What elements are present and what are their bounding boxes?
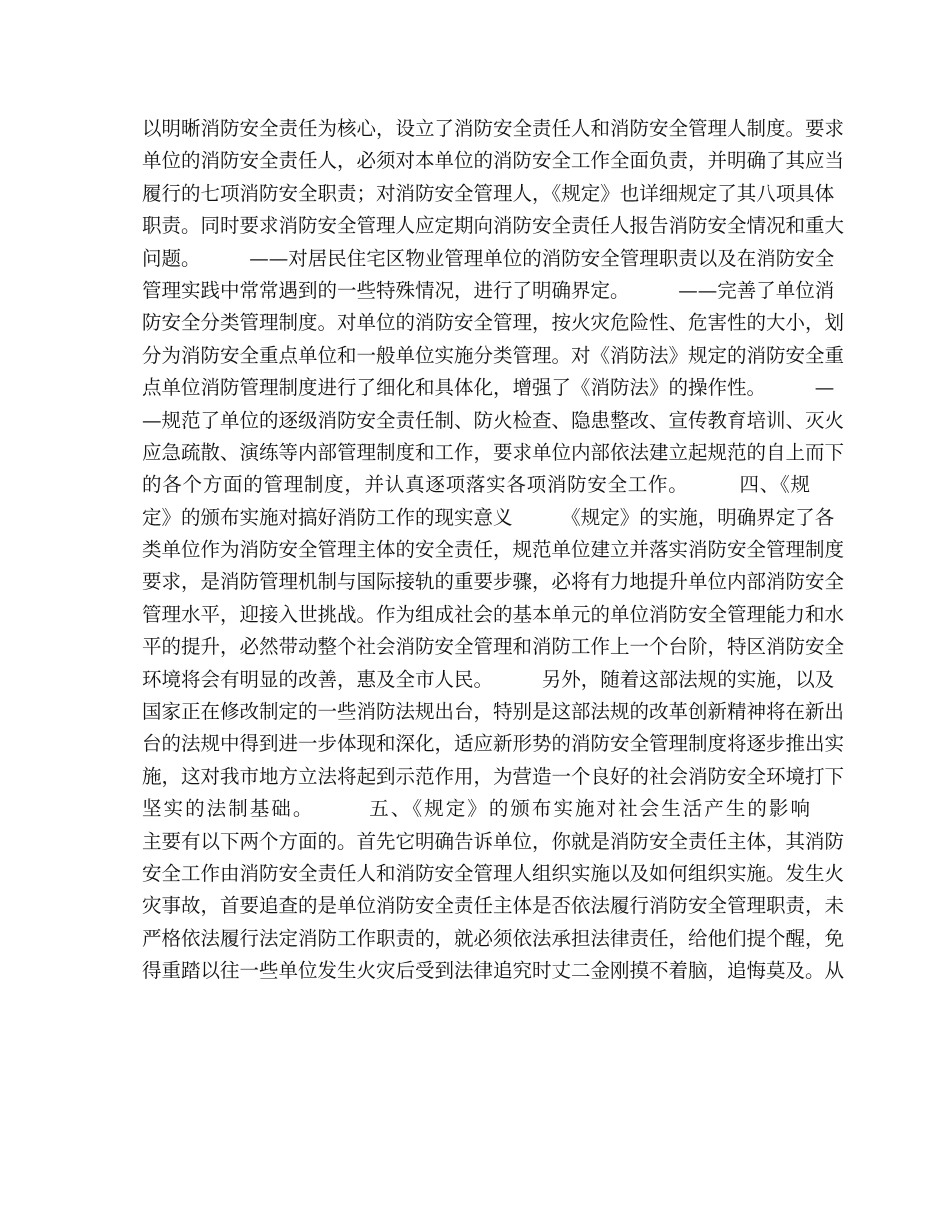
- text-line: 类单位作为消防安全管理主体的安全责任，规范单位建立并落实消防安全管理制度: [142, 538, 845, 562]
- text-line: 履行的七项消防安全职责；对消防安全管理人，《规定》也详细规定了其八项具体: [142, 181, 835, 205]
- text-line: 要求，是消防管理机制与国际接轨的重要步骤，必将有力地提升单位内部消防安全: [142, 570, 845, 594]
- text-line: 施，这对我市地方立法将起到示范作用，为营造一个良好的社会消防安全环境打下: [142, 764, 845, 788]
- text-line: 主要有以下两个方面的。首先它明确告诉单位，你就是消防安全责任主体，其消防: [142, 829, 845, 853]
- text-line: 灾事故，首要追查的是单位消防安全责任主体是否依法履行消防安全管理职责，未: [142, 894, 845, 918]
- text-line: 以明晰消防安全责任为核心，设立了消防安全责任人和消防安全管理人制度。要求: [142, 117, 845, 140]
- text-line: 严格依法履行法定消防工作职责的，就必须依法承担法律责任，给他们提个醒，免: [142, 926, 845, 950]
- body-text: [142, 113, 845, 988]
- text-line: 环境将会有明显的改善，惠及全市人民。 另外，随着这部法规的实施，以及: [142, 667, 835, 691]
- text-line: 坚实的法制基础。 五、《规定》的颁布实施对社会生活产生的影响: [142, 797, 810, 821]
- text-line: 安全工作由消防安全责任人和消防安全管理人组织实施以及如何组织实施。发生火: [142, 861, 845, 885]
- text-line: 国家正在修改制定的一些消防法规出台，特别是这部法规的改革创新精神将在新出: [142, 700, 845, 724]
- text-line: 职责。同时要求消防安全管理人应定期向消防安全责任人报告消防安全情况和重大: [142, 214, 845, 238]
- text-line: 防安全分类管理制度。对单位的消防安全管理，按火灾危险性、危害性的大小，划: [142, 311, 845, 335]
- text-line: 问题。 ——对居民住宅区物业管理单位的消防安全管理职责以及在消防安全: [142, 246, 835, 270]
- text-line: 的各个方面的管理制度，并认真逐项落实各项消防安全工作。 四、《规: [142, 473, 810, 497]
- text-line: 平的提升，必然带动整个社会消防安全管理和消防工作上一个台阶，特区消防安全: [142, 635, 845, 659]
- text-line: 管理实践中常常遇到的一些特殊情况，进行了明确界定。 ——完善了单位消: [142, 278, 835, 302]
- text-line: 单位的消防安全责任人，必须对本单位的消防安全工作全面负责，并明确了其应当: [142, 149, 845, 173]
- text-line: 点单位消防管理制度进行了细化和具体化，增强了《消防法》的操作性。 —: [142, 376, 835, 400]
- text-line: 定》的颁布实施对搞好消防工作的现实意义 《规定》的实施，明确界定了各: [142, 505, 835, 529]
- text-line: 分为消防安全重点单位和一般单位实施分类管理。对《消防法》规定的消防安全重: [142, 343, 845, 367]
- text-line: —规范了单位的逐级消防安全责任制、防火检查、隐患整改、宣传教育培训、灭火: [142, 408, 845, 432]
- text-line: 管理水平，迎接入世挑战。作为组成社会的基本单元的单位消防安全管理能力和水: [142, 602, 845, 626]
- text-line: 得重踏以往一些单位发生火灾后受到法律追究时丈二金刚摸不着脑，追悔莫及。从: [142, 959, 845, 983]
- text-line: 应急疏散、演练等内部管理制度和工作，要求单位内部依法建立起规范的自上而下: [142, 440, 845, 464]
- text-line: 台的法规中得到进一步体现和深化，适应新形势的消防安全管理制度将逐步推出实: [142, 732, 845, 756]
